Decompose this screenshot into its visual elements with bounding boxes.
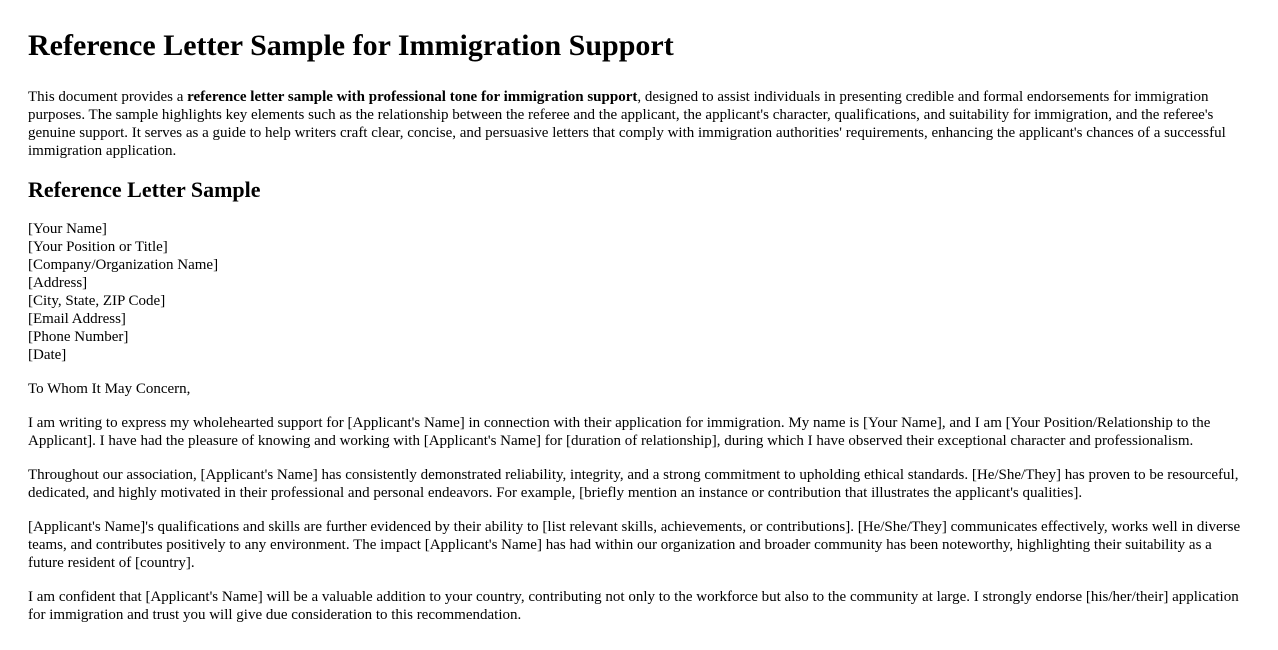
sender-city-line: [City, State, ZIP Code] [28, 293, 166, 309]
letter-paragraph-2: Throughout our association, [Applicant's Name] has consistently demonstrated reliability, integrity, and a strong commitment to upholding ethical standards. [He/She/They] has proven to be resourceful, dedicated, and highly motivated in their professional and personal endeavors. For example, [briefly mention an instance or contribution that illustrates the applicant's qualities]. [28, 467, 1239, 501]
sender-date-line: [Date] [28, 347, 67, 363]
letter-paragraph-3: [Applicant's Name]'s qualifications and skills are further evidenced by their ability to [list relevant skills, achievements, or contributions]. [He/She/They] communicates effectively, works well in diverse teams, and contributes positively to any environment. The impact [Applicant's Name] has had within our organization and broader community has been noteworthy, highlighting their suitability as a future resident of [country]. [28, 519, 1241, 571]
letter-paragraph-1: I am writing to express my wholehearted support for [Applicant's Name] in connection with their application for immigration. My name is [Your Name], and I am [Your Position/Relationship to the Applicant]. I have had the pleasure of knowing and working with [Applicant's Name] for [duration of relationship], during which I have observed their exceptional character and professionalism. [28, 415, 1211, 449]
letter-paragraph-4: I am confident that [Applicant's Name] will be a valuable addition to your country, contributing not only to the workforce but also to the community at large. I strongly endorse [his/her/their] application for immigration and trust you will give due consideration to this recommendation. [28, 589, 1239, 623]
sender-address-block [28, 220, 1250, 364]
sender-phone-line: [Phone Number] [28, 329, 129, 345]
salutation: To Whom It May Concern, [28, 381, 191, 397]
sender-name-line: [Your Name] [28, 221, 107, 237]
sender-company-line: [Company/Organization Name] [28, 257, 219, 273]
sender-email-line: [Email Address] [28, 311, 126, 327]
section-heading: Reference Letter Sample [28, 177, 261, 202]
intro-suffix: , designed to assist individuals in presenting credible and formal endorsements for immigration purposes. The sample highlights key elements such as the relationship between the referee and the applicant, the applicant's character, qualifications, and suitability for immigration, and the referee's genuine support. It serves as a guide to help writers craft clear, concise, and persuasive letters that comply with immigration authorities' requirements, enhancing the applicant's chances of a successful immigration application. [28, 89, 1226, 159]
document-title: Reference Letter Sample for Immigration Support [28, 29, 674, 62]
sender-position-line: [Your Position or Title] [28, 239, 168, 255]
intro-paragraph [28, 88, 1250, 160]
sender-address-line: [Address] [28, 275, 88, 291]
intro-prefix: This document provides a [28, 89, 188, 105]
intro-bold-phrase: reference letter sample with professional tone for immigration support [187, 89, 638, 105]
